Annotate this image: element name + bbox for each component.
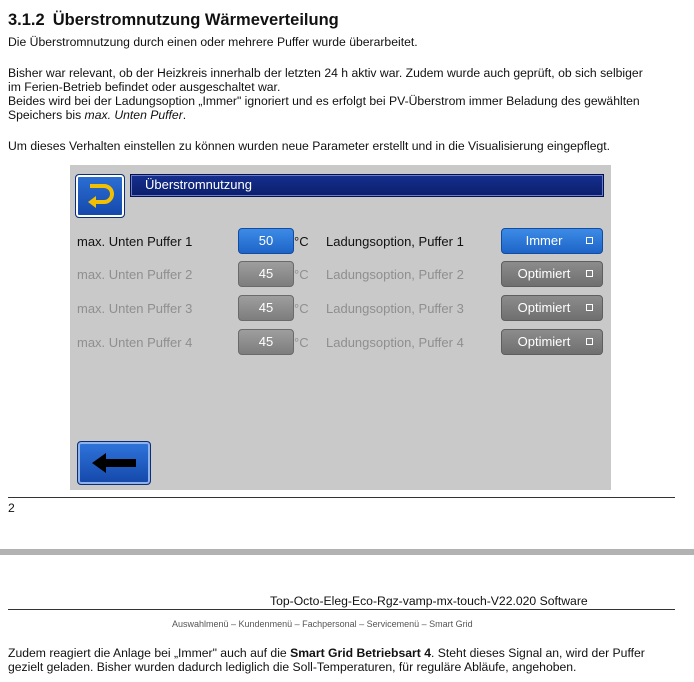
divider <box>8 497 675 498</box>
value-field-puffer-4[interactable]: 45 <box>238 329 294 355</box>
option-button-puffer-1[interactable] <box>501 228 603 254</box>
divider <box>8 609 675 610</box>
value-field-puffer-2[interactable]: 45 <box>238 261 294 287</box>
text-span: Zudem reagiert die Anlage bei „Immer" auch auf die <box>8 646 291 660</box>
return-arrow-button[interactable] <box>75 174 125 218</box>
option-label-puffer-1: Ladungsoption, Puffer 1 <box>326 234 464 249</box>
bold-text: Smart Grid Betriebsart 4 <box>290 646 431 660</box>
paragraph-line: Bisher war relevant, ob der Heizkreis innerhalb der letzten 24 h aktiv war. Zudem wurde auch geprüft, ob sich selbiger <box>8 66 643 80</box>
unit-label: °C <box>294 301 309 316</box>
option-label-puffer-2: Ladungsoption, Puffer 2 <box>326 267 464 282</box>
paragraph-line: gezielt geladen. Bisher wurden dadurch lediglich die Soll-Temperaturen, für reguläre Abläufe, angehoben. <box>8 660 577 674</box>
dropdown-indicator-icon <box>586 304 593 311</box>
return-arrow-icon <box>76 175 124 217</box>
option-button-label: Immer <box>525 233 563 248</box>
software-version: Top-Octo-Eleg-Eco-Rgz-vamp-mx-touch-V22.020 Software <box>270 594 588 608</box>
paragraph-line: im Ferien-Betrieb befindet oder ausgeschaltet war. <box>8 80 281 94</box>
option-button-puffer-4[interactable] <box>501 329 603 355</box>
value-field-puffer-3[interactable]: 45 <box>238 295 294 321</box>
unit-label: °C <box>294 335 309 350</box>
row-label-puffer-3: max. Unten Puffer 3 <box>77 301 193 316</box>
row-label-puffer-4: max. Unten Puffer 4 <box>77 335 193 350</box>
dropdown-indicator-icon <box>586 270 593 277</box>
back-button[interactable] <box>77 441 151 485</box>
paragraph-line <box>8 646 645 660</box>
paragraph-line <box>8 108 186 122</box>
text-span: . Steht dieses Signal an, wird der Puffer <box>430 646 645 660</box>
dropdown-indicator-icon <box>586 338 593 345</box>
paragraph-line: Beides wird bei der Ladungsoption „Immer" ignoriert und es erfolgt bei PV-Überstrom immer Beladung des gewählten <box>8 94 640 108</box>
option-button-puffer-3[interactable] <box>501 295 603 321</box>
emphasis-text: max. Unten Puffer <box>84 108 183 122</box>
section-number: 3.1.2 <box>8 11 45 29</box>
section-heading <box>8 11 339 30</box>
back-arrow-icon <box>78 442 150 484</box>
text-span: Speichers bis <box>8 108 85 122</box>
menu-path: Auswahlmenü – Kundenmenü – Fachpersonal – Servicemenü – Smart Grid <box>172 619 473 629</box>
page-number: 2 <box>8 501 15 515</box>
value-field-puffer-1[interactable]: 50 <box>238 228 294 254</box>
page-break <box>0 549 694 555</box>
option-button-label: Optimiert <box>517 334 571 349</box>
panel-title: Überstromnutzung <box>145 177 252 192</box>
settings-panel <box>70 165 611 490</box>
unit-label: °C <box>294 267 309 282</box>
option-label-puffer-3: Ladungsoption, Puffer 3 <box>326 301 464 316</box>
section-title: Überstromnutzung Wärmeverteilung <box>52 11 339 29</box>
row-label-puffer-2: max. Unten Puffer 2 <box>77 267 193 282</box>
option-label-puffer-4: Ladungsoption, Puffer 4 <box>326 335 464 350</box>
row-label-puffer-1: max. Unten Puffer 1 <box>77 234 193 249</box>
unit-label: °C <box>294 234 309 249</box>
option-button-label: Optimiert <box>517 300 571 315</box>
dropdown-indicator-icon <box>586 237 593 244</box>
option-button-label: Optimiert <box>517 266 571 281</box>
option-button-puffer-2[interactable] <box>501 261 603 287</box>
paragraph-parameters: Um dieses Verhalten einstellen zu können wurden neue Parameter erstellt und in die Visualisierung eingepflegt. <box>8 139 611 153</box>
text-span: . <box>182 108 187 122</box>
paragraph-intro: Die Überstromnutzung durch einen oder mehrere Puffer wurde überarbeitet. <box>8 35 418 49</box>
